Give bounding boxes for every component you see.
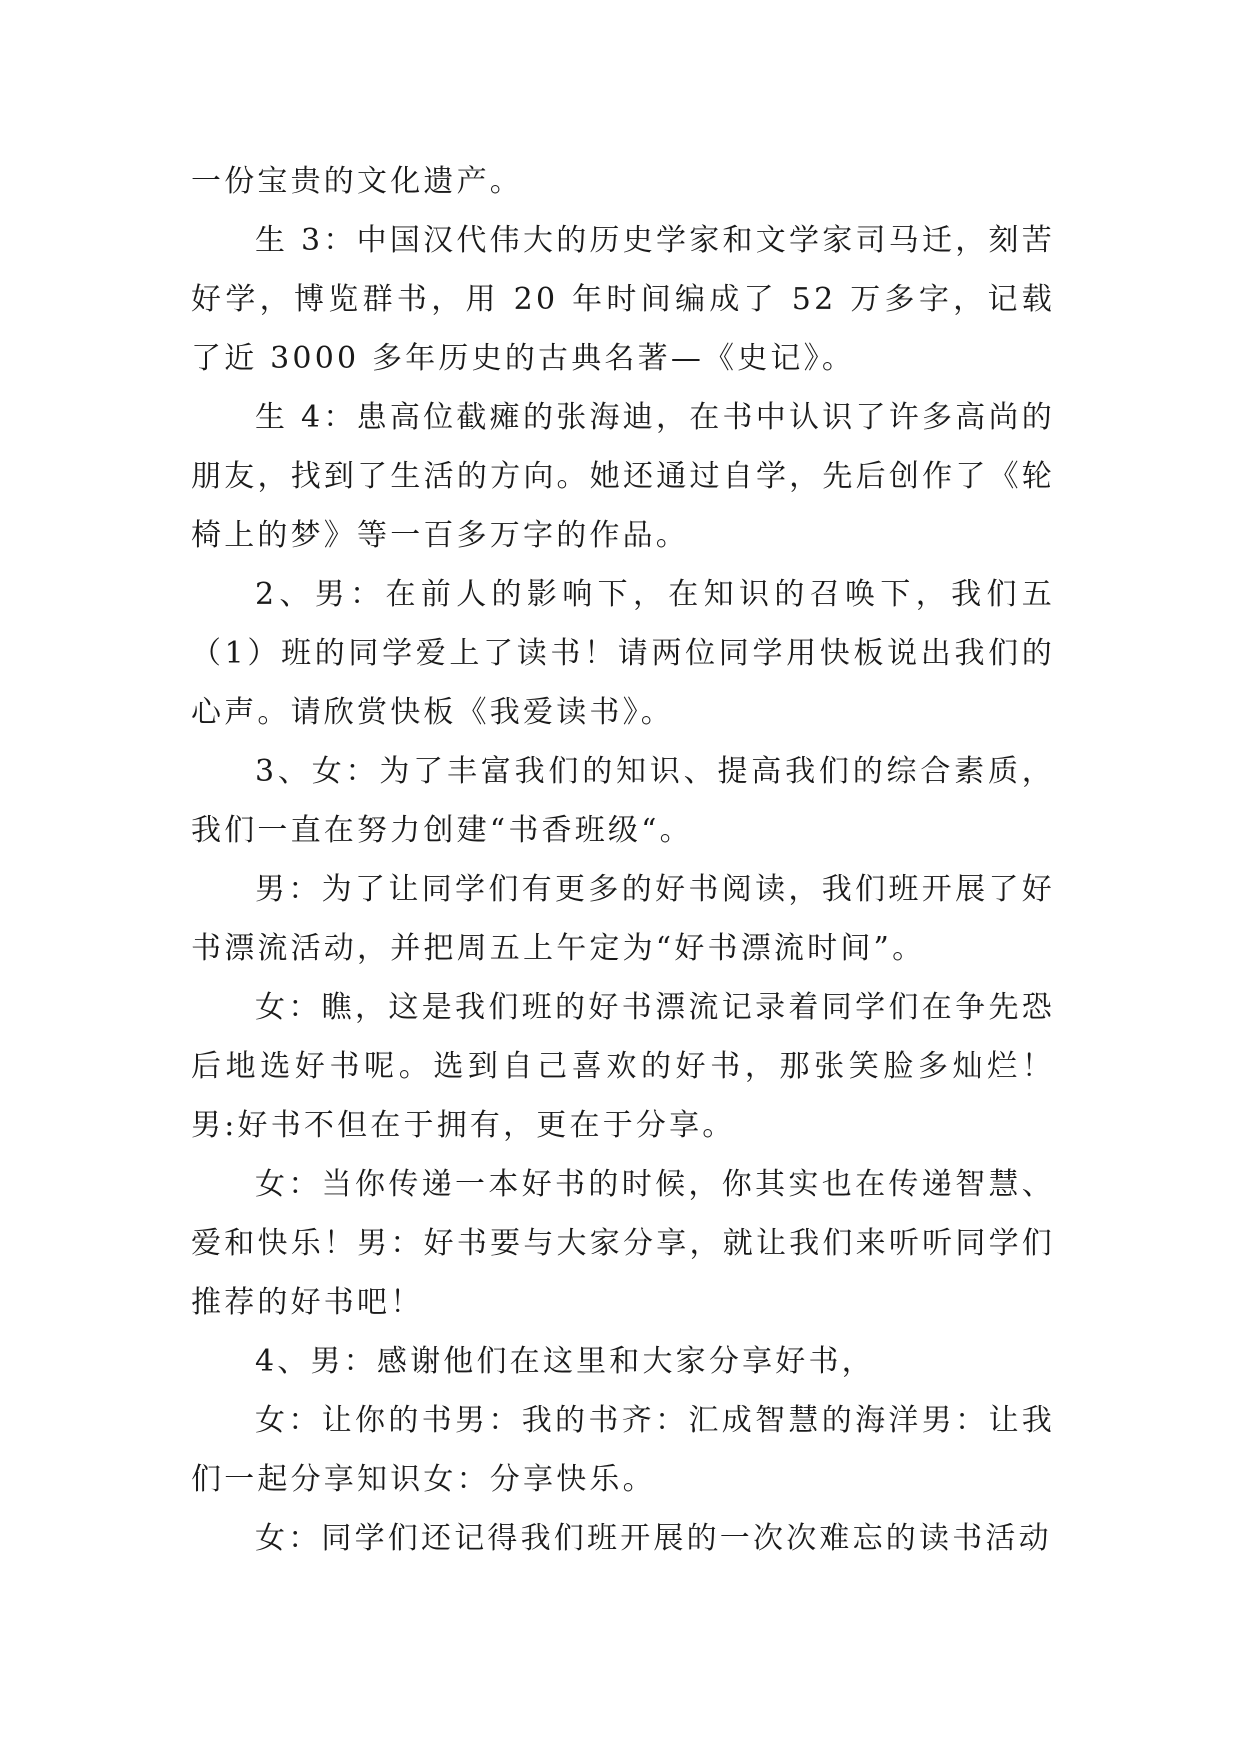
paragraph-4: 2、男：在前人的影响下，在知识的召唤下，我们五（1）班的同学爱上了读书！请两位同学用快板说出我们的心声。请欣赏快板《我爱读书》。 <box>191 577 1055 730</box>
paragraph-11: 女：同学们还记得我们班开展的一次次难忘的读书活动 <box>255 1521 1052 1556</box>
paragraph-10: 女：让你的书男：我的书齐：汇成智慧的海洋男：让我们一起分享知识女：分享快乐。 <box>191 1403 1055 1497</box>
paragraph-2: 生 3：中国汉代伟大的历史学家和文学家司马迁，刻苦好学，博览群书，用 20 年时间编成了 52 万多字，记载了近 3000 多年历史的古典名著—《史记》。 <box>191 223 1055 376</box>
paragraph-6: 男：为了让同学们有更多的好书阅读，我们班开展了好书漂流活动，并把周五上午定为“好书漂流时间”。 <box>191 872 1055 966</box>
paragraph-1: 一份宝贵的文化遗产。 <box>191 164 523 199</box>
paragraph-3: 生 4：患高位截瘫的张海迪，在书中认识了许多高尚的朋友，找到了生活的方向。她还通过自学，先后创作了《轮椅上的梦》等一百多万字的作品。 <box>191 400 1055 553</box>
body-text <box>191 152 1055 1568</box>
paragraph-7: 女：瞧，这是我们班的好书漂流记录着同学们在争先恐后地选好书呢。选到自己喜欢的好书，那张笑脸多灿烂！男:好书不但在于拥有，更在于分享。 <box>191 990 1055 1143</box>
paragraph-8: 女：当你传递一本好书的时候，你其实也在传递智慧、爱和快乐！男：好书要与大家分享，就让我们来听听同学们推荐的好书吧！ <box>191 1167 1055 1320</box>
paragraph-5: 3、女：为了丰富我们的知识、提高我们的综合素质，我们一直在努力创建“书香班级“。 <box>191 754 1055 848</box>
paragraph-9: 4、男：感谢他们在这里和大家分享好书， <box>255 1344 875 1379</box>
